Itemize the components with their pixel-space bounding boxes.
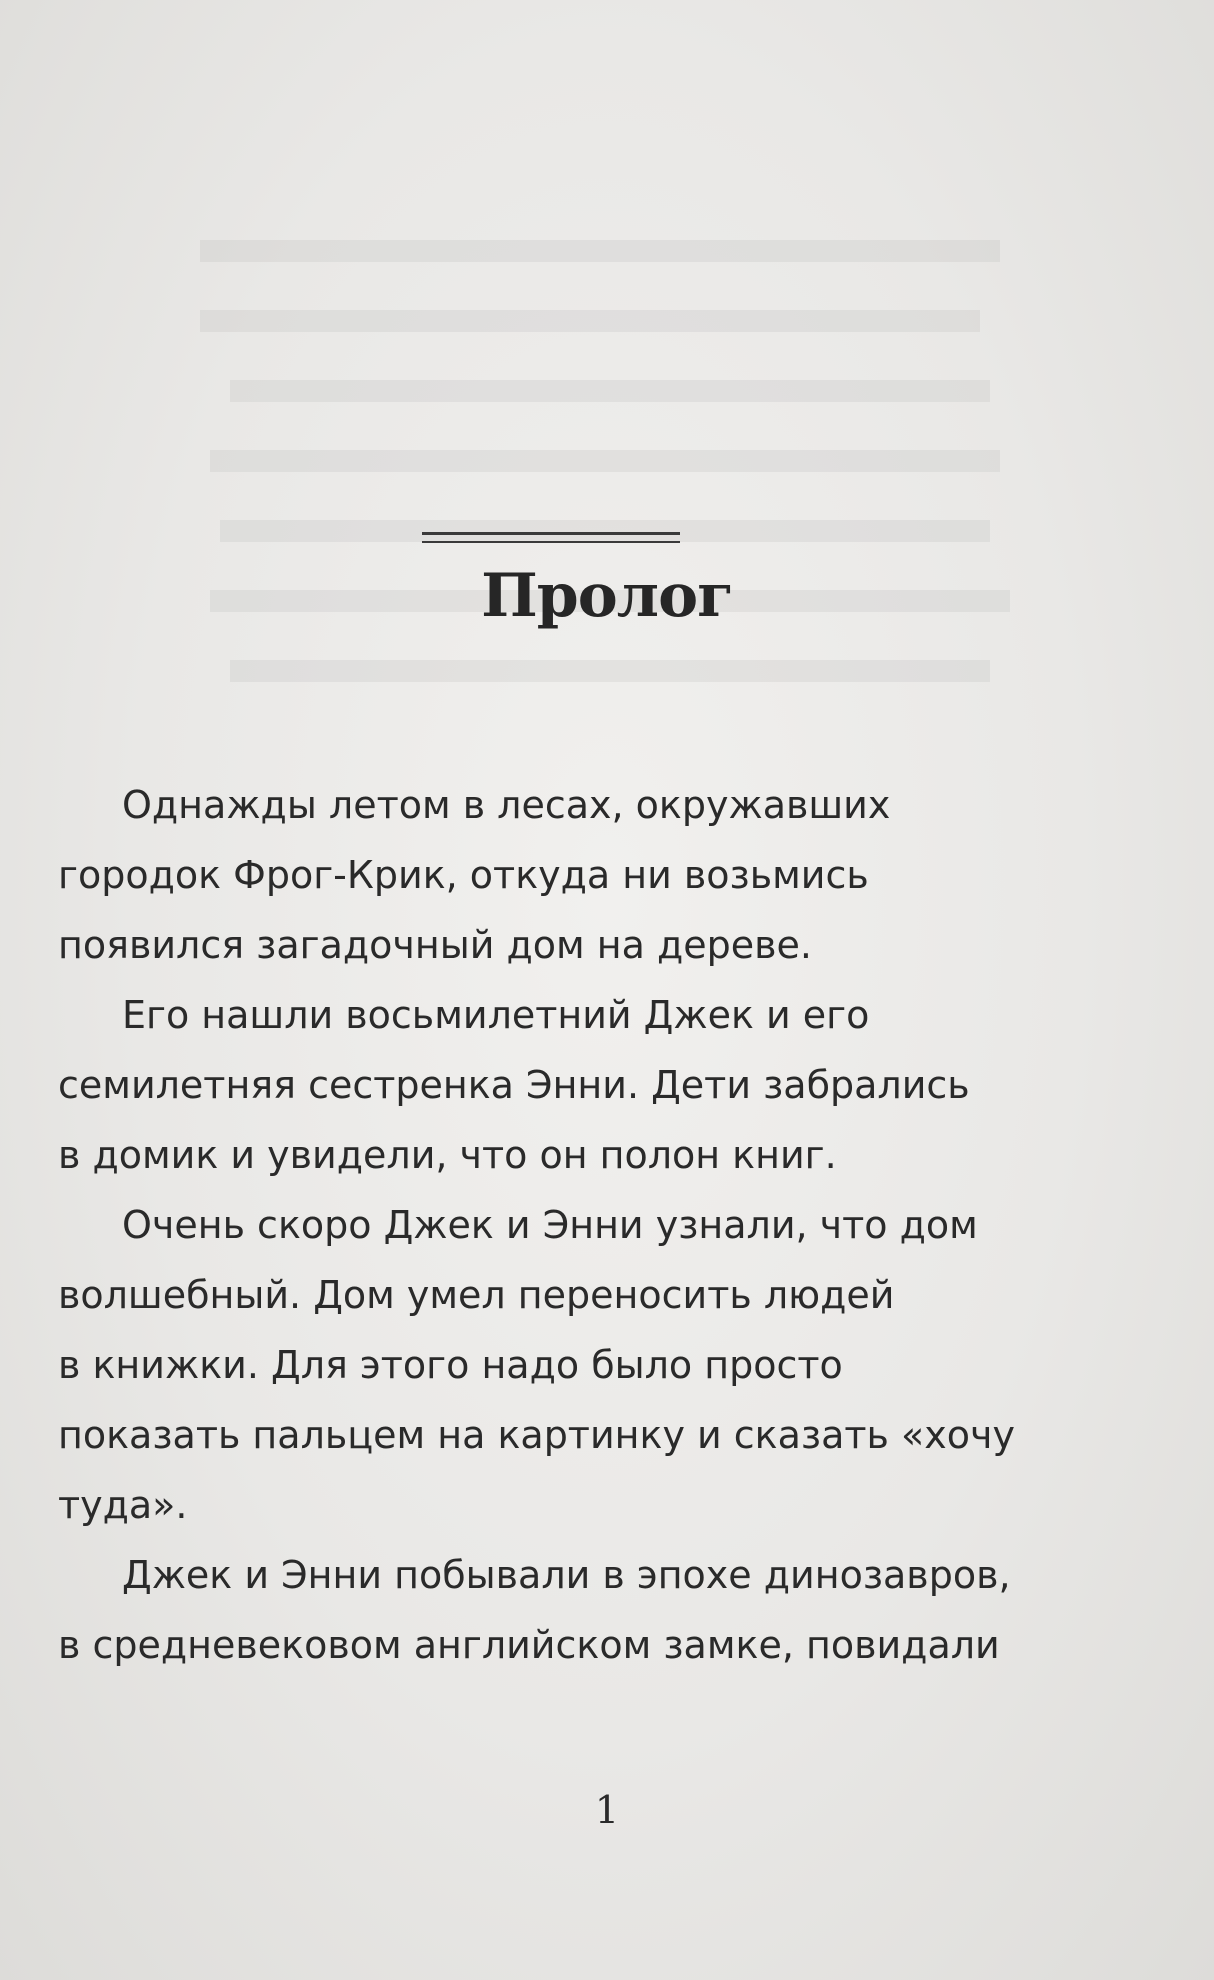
paragraph	[58, 1190, 1048, 1540]
paragraph	[58, 1540, 1048, 1680]
body-text	[58, 770, 1048, 1680]
text-line: появился загадочный дом на дереве.	[58, 923, 812, 967]
text-line: семилетняя сестренка Энни. Дети забрались	[58, 1063, 970, 1107]
chapter-title: Пролог	[481, 561, 733, 631]
text-line: Очень скоро Джек и Энни узнали, что дом	[122, 1203, 978, 1247]
text-line: волшебный. Дом умел переносить людей	[58, 1273, 895, 1317]
paragraph	[58, 770, 1048, 980]
text-line: в средневековом английском замке, повидали	[58, 1623, 1000, 1667]
text-line: показать пальцем на картинку и сказать «хочу	[58, 1413, 1015, 1457]
ornament-line-top	[422, 532, 680, 535]
page-number: 1	[594, 1788, 620, 1832]
text-line: туда».	[58, 1483, 188, 1527]
text-line: в книжки. Для этого надо было просто	[58, 1343, 843, 1387]
text-line: Его нашли восьмилетний Джек и его	[122, 993, 870, 1037]
text-line: Однажды летом в лесах, окружавших	[122, 783, 891, 827]
paragraph	[58, 980, 1048, 1190]
text-line: Джек и Энни побывали в эпохе динозавров,	[122, 1553, 1011, 1597]
text-line: городок Фрог-Крик, откуда ни возьмись	[58, 853, 869, 897]
text-line: в домик и увидели, что он полон книг.	[58, 1133, 837, 1177]
ornament-line-bottom	[422, 541, 680, 543]
chapter-ornament	[422, 532, 680, 548]
